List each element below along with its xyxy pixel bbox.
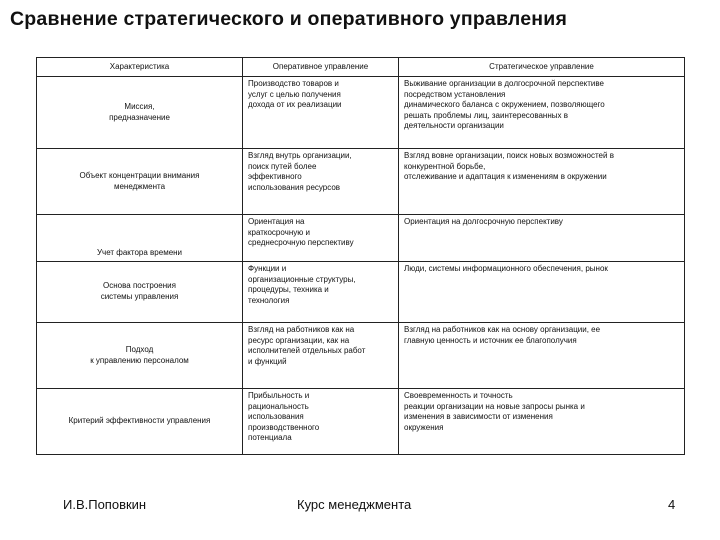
footer-author: И.В.Поповкин: [63, 497, 147, 512]
cell-operational: Прибыльность и рациональность использования производственного потенциала: [243, 389, 399, 455]
cell-operational: Производство товаров и услуг с целью получения дохода от их реализации: [243, 77, 399, 149]
cell-strategic: Выживание организации в долгосрочной перспективе посредством установления динамического баланса с окружением, позволяющего решать проблемы лиц, заинтересованных в деятельности организации: [399, 77, 685, 149]
table-row: [37, 389, 685, 455]
table-row: [37, 262, 685, 323]
cell-characteristic: Подход к управлению персоналом: [37, 323, 243, 389]
table-row: [37, 149, 685, 215]
header-operational: Оперативное управление: [243, 58, 399, 77]
cell-operational: Взгляд на работников как на ресурс организации, как на исполнителей отдельных работ и функций: [243, 323, 399, 389]
cell-strategic: Ориентация на долгосрочную перспективу: [399, 215, 685, 262]
cell-characteristic: Объект концентрации внимания менеджмента: [37, 149, 243, 215]
table-row: [37, 323, 685, 389]
page-title: Сравнение стратегического и оперативного управления: [10, 8, 568, 30]
table-header-row: [37, 58, 685, 77]
cell-operational: Взгляд внутрь организации, поиск путей более эффективного использования ресурсов: [243, 149, 399, 215]
cell-operational: Ориентация на краткосрочную и среднесрочную перспективу: [243, 215, 399, 262]
cell-characteristic: Критерий эффективности управления: [37, 389, 243, 455]
cell-characteristic: Миссия, предназначение: [37, 77, 243, 149]
header-characteristic: Характеристика: [37, 58, 243, 77]
cell-operational: Функции и организационные структуры, процедуры, техника и технология: [243, 262, 399, 323]
cell-strategic: Люди, системы информационного обеспечения, рынок: [399, 262, 685, 323]
cell-characteristic: Основа построения системы управления: [37, 262, 243, 323]
footer-course: Курс менеджмента: [297, 497, 412, 512]
header-strategic: Стратегическое управление: [399, 58, 685, 77]
table-row: [37, 77, 685, 149]
table-row: [37, 215, 685, 262]
cell-strategic: Взгляд вовне организации, поиск новых возможностей в конкурентной борьбе, отслеживание и адаптация к изменениям в окружении: [399, 149, 685, 215]
cell-strategic: Взгляд на работников как на основу организации, ее главную ценность и источник ее благополучия: [399, 323, 685, 389]
cell-characteristic: Учет фактора времени: [37, 215, 243, 262]
cell-strategic: Своевременность и точность реакции организации на новые запросы рынка и изменения в зависимости от изменения окружения: [399, 389, 685, 455]
page-number: 4: [668, 497, 676, 512]
comparison-table: [36, 57, 685, 455]
